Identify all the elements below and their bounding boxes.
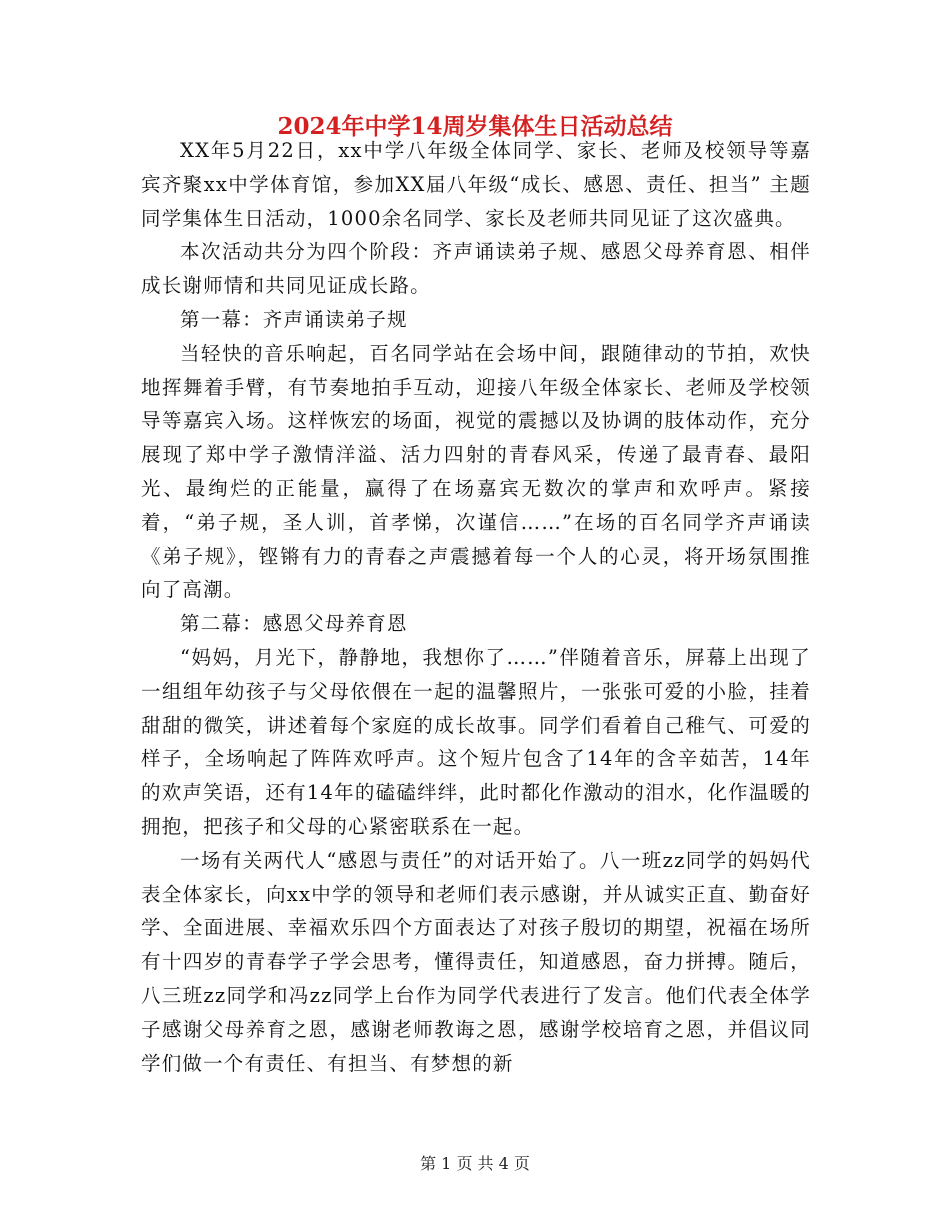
- paragraph-stages: 本次活动共分为四个阶段：齐声诵读弟子规、感恩父母养育恩、相伴成长谢师情和共同见证成长路。: [141, 240, 811, 298]
- paragraph-act-one: 当轻快的音乐响起，百名同学站在会场中间，跟随律动的节拍，欢快地挥舞着手臂，有节奏地拍手互动，迎接八年级全体家长、老师及学校领导等嘉宾入场。这样恢宏的场面，视觉的震撼以及协调的肢体动作，充分展现了郑中学子激情洋溢、活力四射的青春风采，传递了最青春、最阳光、最绚烂的正能量，赢得了在场嘉宾无数次的掌声和欢呼声。紧接着，“弟子规，圣人训，首孝悌，次谨信……”在场的百名同学齐声诵读《弟子规》，铿锵有力的青春之声震撼着每一个人的心灵，将开场氛围推向了高潮。: [141, 341, 811, 602]
- paragraph-act-two-video: “妈妈，月光下，静静地，我想你了……”伴随着音乐，屏幕上出现了一组组年幼孩子与父母依偎在一起的温馨照片，一张张可爱的小脸，挂着甜甜的微笑，讲述着每个家庭的成长故事。同学们看着自己稚气、可爱的样子，全场响起了阵阵欢呼声。这个短片包含了14年的含辛茹苦，14年的欢声笑语，还有14年的磕磕绊绊，此时都化作激动的泪水，化作温暖的拥抱，把孩子和父母的心紧密联系在一起。: [141, 645, 811, 838]
- page-number-label: 第 1 页 共 4 页: [420, 1154, 530, 1173]
- document-title: 2024年中学14周岁集体生日活动总结: [277, 113, 673, 140]
- document-body: [141, 134, 811, 1080]
- page-footer: [0, 1154, 950, 1174]
- paragraph-intro: XX年5月22日，xx中学八年级全体同学、家长、老师及校领导等嘉宾齐聚xx中学体育馆，参加XX届八年级“成长、感恩、责任、担当” 主题同学集体生日活动，1000余名同学、家长及老师共同见证了这次盛典。: [141, 139, 811, 230]
- paragraph-act-two-dialogue: 一场有关两代人“感恩与责任”的对话开始了。八一班zz同学的妈妈代表全体家长，向xx中学的领导和老师们表示感谢，并从诚实正直、勤奋好学、全面进展、幸福欢乐四个方面表达了对孩子殷切的期望，祝福在场所有十四岁的青春学子学会思考，懂得责任，知道感恩，奋力拼搏。随后，八三班zz同学和冯zz同学上台作为同学代表进行了发言。他们代表全体学子感谢父母养育之恩，感谢老师教诲之恩，感谢学校培育之恩，并倡议同学们做一个有责任、有担当、有梦想的新: [141, 848, 811, 1075]
- section-heading-act-two: 第二幕：感恩父母养育恩: [180, 612, 408, 636]
- section-heading-act-one: 第一幕：齐声诵读弟子规: [180, 307, 408, 331]
